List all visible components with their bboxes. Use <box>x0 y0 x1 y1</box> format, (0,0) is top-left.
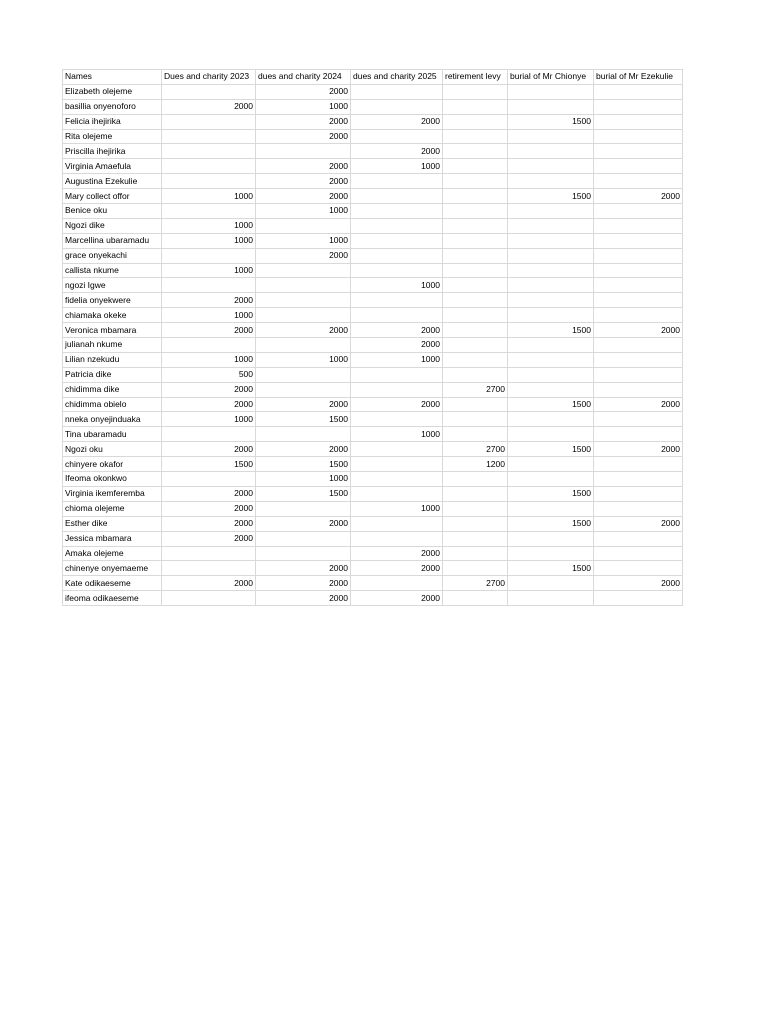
retirement-levy-cell <box>443 159 508 174</box>
burial-chionye-cell <box>508 129 594 144</box>
burial-chionye-cell: 1500 <box>508 486 594 501</box>
dues-2024-cell: 1000 <box>256 204 351 219</box>
dues-2025-cell <box>351 248 443 263</box>
burial-ezekulie-cell <box>594 486 683 501</box>
burial-chionye-cell: 1500 <box>508 516 594 531</box>
dues-2023-cell <box>162 546 256 561</box>
name-cell: Virginia ikemferemba <box>63 486 162 501</box>
dues-2023-cell: 2000 <box>162 501 256 516</box>
name-cell: callista nkume <box>63 263 162 278</box>
dues-2023-cell: 500 <box>162 367 256 382</box>
name-cell: Priscilla ihejirika <box>63 144 162 159</box>
table-row <box>63 591 683 606</box>
table-row <box>63 114 683 129</box>
dues-2023-cell <box>162 114 256 129</box>
dues-2024-cell: 2000 <box>256 561 351 576</box>
burial-chionye-cell <box>508 308 594 323</box>
table-row <box>63 323 683 338</box>
burial-ezekulie-cell <box>594 293 683 308</box>
burial-chionye-cell <box>508 99 594 114</box>
dues-2023-cell: 1000 <box>162 233 256 248</box>
name-cell: grace onyekachi <box>63 248 162 263</box>
name-cell: Felicia ihejirika <box>63 114 162 129</box>
dues-2024-cell: 1000 <box>256 99 351 114</box>
dues-2024-cell: 2000 <box>256 129 351 144</box>
burial-chionye-cell: 1500 <box>508 561 594 576</box>
dues-2023-cell: 1000 <box>162 308 256 323</box>
header-names: Names <box>63 70 162 85</box>
retirement-levy-cell <box>443 427 508 442</box>
retirement-levy-cell <box>443 189 508 204</box>
table-row <box>63 427 683 442</box>
dues-2024-cell <box>256 501 351 516</box>
burial-chionye-cell <box>508 174 594 189</box>
table-row <box>63 531 683 546</box>
table-row <box>63 159 683 174</box>
dues-2024-cell: 1000 <box>256 472 351 487</box>
burial-chionye-cell <box>508 263 594 278</box>
name-cell: Kate odikaeseme <box>63 576 162 591</box>
dues-2023-cell: 2000 <box>162 486 256 501</box>
dues-2025-cell <box>351 218 443 233</box>
dues-2024-cell: 2000 <box>256 174 351 189</box>
burial-chionye-cell <box>508 233 594 248</box>
table-row <box>63 189 683 204</box>
dues-2023-cell: 1000 <box>162 412 256 427</box>
burial-ezekulie-cell <box>594 352 683 367</box>
dues-2025-cell <box>351 442 443 457</box>
burial-ezekulie-cell: 2000 <box>594 442 683 457</box>
dues-2024-cell: 1500 <box>256 412 351 427</box>
burial-ezekulie-cell <box>594 338 683 353</box>
dues-2023-cell: 2000 <box>162 442 256 457</box>
dues-2023-cell: 1000 <box>162 189 256 204</box>
dues-2023-cell <box>162 561 256 576</box>
dues-2023-cell <box>162 472 256 487</box>
dues-2023-cell <box>162 204 256 219</box>
name-cell: Mary collect offor <box>63 189 162 204</box>
table-row <box>63 99 683 114</box>
retirement-levy-cell <box>443 99 508 114</box>
retirement-levy-cell <box>443 323 508 338</box>
burial-ezekulie-cell: 2000 <box>594 576 683 591</box>
burial-chionye-cell <box>508 218 594 233</box>
dues-2025-cell <box>351 412 443 427</box>
burial-chionye-cell <box>508 84 594 99</box>
retirement-levy-cell: 1200 <box>443 457 508 472</box>
dues-2025-cell: 2000 <box>351 546 443 561</box>
name-cell: Ngozi dike <box>63 218 162 233</box>
dues-2025-cell <box>351 233 443 248</box>
dues-2023-cell: 2000 <box>162 293 256 308</box>
dues-2023-cell: 2000 <box>162 531 256 546</box>
burial-chionye-cell <box>508 204 594 219</box>
dues-2024-cell: 2000 <box>256 189 351 204</box>
name-cell: Virginia Amaefula <box>63 159 162 174</box>
burial-chionye-cell: 1500 <box>508 442 594 457</box>
name-cell: basillia onyenoforo <box>63 99 162 114</box>
name-cell: ngozi Igwe <box>63 278 162 293</box>
table-row <box>63 293 683 308</box>
name-cell: Elizabeth olejeme <box>63 84 162 99</box>
burial-ezekulie-cell <box>594 174 683 189</box>
dues-2024-cell <box>256 144 351 159</box>
table-row <box>63 233 683 248</box>
retirement-levy-cell <box>443 293 508 308</box>
dues-2025-cell <box>351 457 443 472</box>
table-row <box>63 308 683 323</box>
dues-2025-cell <box>351 263 443 278</box>
burial-chionye-cell <box>508 278 594 293</box>
dues-2024-cell <box>256 278 351 293</box>
burial-chionye-cell <box>508 546 594 561</box>
table-row <box>63 218 683 233</box>
dues-2025-cell <box>351 472 443 487</box>
retirement-levy-cell <box>443 516 508 531</box>
name-cell: Ngozi oku <box>63 442 162 457</box>
table-row <box>63 561 683 576</box>
table-row <box>63 84 683 99</box>
dues-2025-cell <box>351 308 443 323</box>
name-cell: nneka onyejinduaka <box>63 412 162 427</box>
burial-ezekulie-cell: 2000 <box>594 189 683 204</box>
name-cell: ifeoma odikaeseme <box>63 591 162 606</box>
burial-chionye-cell <box>508 501 594 516</box>
table-row <box>63 486 683 501</box>
dues-2025-cell <box>351 531 443 546</box>
burial-chionye-cell <box>508 352 594 367</box>
table-row <box>63 472 683 487</box>
retirement-levy-cell <box>443 308 508 323</box>
dues-2025-cell: 2000 <box>351 114 443 129</box>
table-row <box>63 397 683 412</box>
dues-2025-cell <box>351 382 443 397</box>
table-row <box>63 204 683 219</box>
retirement-levy-cell <box>443 397 508 412</box>
retirement-levy-cell <box>443 204 508 219</box>
burial-ezekulie-cell <box>594 144 683 159</box>
dues-2024-cell: 1000 <box>256 352 351 367</box>
burial-ezekulie-cell <box>594 591 683 606</box>
dues-2023-cell <box>162 84 256 99</box>
burial-ezekulie-cell <box>594 457 683 472</box>
table-row <box>63 382 683 397</box>
burial-chionye-cell <box>508 338 594 353</box>
dues-2024-cell: 2000 <box>256 84 351 99</box>
burial-chionye-cell <box>508 144 594 159</box>
burial-ezekulie-cell: 2000 <box>594 397 683 412</box>
dues-2025-cell: 1000 <box>351 159 443 174</box>
header-burial-chionye: burial of Mr Chionye <box>508 70 594 85</box>
dues-2024-cell <box>256 546 351 561</box>
dues-2025-cell: 1000 <box>351 278 443 293</box>
burial-ezekulie-cell <box>594 84 683 99</box>
burial-chionye-cell <box>508 382 594 397</box>
burial-chionye-cell: 1500 <box>508 397 594 412</box>
table-row <box>63 338 683 353</box>
retirement-levy-cell <box>443 233 508 248</box>
dues-2024-cell: 2000 <box>256 516 351 531</box>
name-cell: chioma olejeme <box>63 501 162 516</box>
dues-2024-cell <box>256 308 351 323</box>
dues-2024-cell <box>256 338 351 353</box>
retirement-levy-cell <box>443 218 508 233</box>
burial-ezekulie-cell <box>594 263 683 278</box>
burial-ezekulie-cell: 2000 <box>594 323 683 338</box>
retirement-levy-cell <box>443 367 508 382</box>
dues-2024-cell <box>256 367 351 382</box>
dues-2024-cell: 1500 <box>256 457 351 472</box>
burial-ezekulie-cell <box>594 248 683 263</box>
burial-chionye-cell <box>508 457 594 472</box>
table-row <box>63 442 683 457</box>
dues-2025-cell: 1000 <box>351 501 443 516</box>
dues-2024-cell <box>256 263 351 278</box>
table-row <box>63 457 683 472</box>
header-dues-2023: Dues and charity 2023 <box>162 70 256 85</box>
dues-2025-cell <box>351 189 443 204</box>
dues-2024-cell <box>256 382 351 397</box>
dues-2023-cell <box>162 278 256 293</box>
burial-ezekulie-cell <box>594 427 683 442</box>
dues-2025-cell <box>351 174 443 189</box>
retirement-levy-cell: 2700 <box>443 442 508 457</box>
retirement-levy-cell <box>443 129 508 144</box>
burial-ezekulie-cell <box>594 531 683 546</box>
table-row <box>63 367 683 382</box>
retirement-levy-cell <box>443 546 508 561</box>
burial-ezekulie-cell <box>594 204 683 219</box>
dues-2025-cell: 2000 <box>351 338 443 353</box>
burial-ezekulie-cell <box>594 218 683 233</box>
burial-ezekulie-cell <box>594 412 683 427</box>
dues-2023-cell: 1000 <box>162 352 256 367</box>
dues-2024-cell: 2000 <box>256 576 351 591</box>
burial-chionye-cell <box>508 159 594 174</box>
dues-2025-cell: 1000 <box>351 352 443 367</box>
retirement-levy-cell <box>443 486 508 501</box>
burial-chionye-cell <box>508 472 594 487</box>
dues-2025-cell <box>351 204 443 219</box>
table-row <box>63 546 683 561</box>
dues-2025-cell: 2000 <box>351 397 443 412</box>
dues-2023-cell <box>162 338 256 353</box>
dues-2023-cell <box>162 248 256 263</box>
table-row <box>63 129 683 144</box>
dues-2024-cell <box>256 293 351 308</box>
name-cell: Veronica mbamara <box>63 323 162 338</box>
retirement-levy-cell <box>443 591 508 606</box>
dues-2024-cell: 2000 <box>256 159 351 174</box>
burial-ezekulie-cell <box>594 129 683 144</box>
dues-2024-cell: 2000 <box>256 323 351 338</box>
dues-2025-cell: 1000 <box>351 427 443 442</box>
dues-2024-cell: 1000 <box>256 233 351 248</box>
dues-2023-cell <box>162 174 256 189</box>
dues-2024-cell: 1500 <box>256 486 351 501</box>
name-cell: Amaka olejeme <box>63 546 162 561</box>
name-cell: chidimma obielo <box>63 397 162 412</box>
table-body <box>63 84 683 605</box>
retirement-levy-cell: 2700 <box>443 576 508 591</box>
header-dues-2025: dues and charity 2025 <box>351 70 443 85</box>
dues-2023-cell: 2000 <box>162 323 256 338</box>
table-row <box>63 144 683 159</box>
name-cell: Patricia dike <box>63 367 162 382</box>
header-dues-2024: dues and charity 2024 <box>256 70 351 85</box>
retirement-levy-cell <box>443 531 508 546</box>
dues-2023-cell <box>162 144 256 159</box>
burial-ezekulie-cell <box>594 367 683 382</box>
retirement-levy-cell <box>443 278 508 293</box>
table-row <box>63 412 683 427</box>
dues-2023-cell <box>162 591 256 606</box>
dues-2023-cell: 1000 <box>162 218 256 233</box>
dues-2023-cell: 2000 <box>162 516 256 531</box>
burial-chionye-cell: 1500 <box>508 189 594 204</box>
burial-ezekulie-cell <box>594 308 683 323</box>
retirement-levy-cell <box>443 114 508 129</box>
retirement-levy-cell <box>443 561 508 576</box>
burial-chionye-cell <box>508 367 594 382</box>
table-row <box>63 516 683 531</box>
name-cell: Marcellina ubaramadu <box>63 233 162 248</box>
burial-ezekulie-cell <box>594 278 683 293</box>
dues-2025-cell <box>351 84 443 99</box>
dues-2023-cell: 2000 <box>162 382 256 397</box>
name-cell: chinyere okafor <box>63 457 162 472</box>
retirement-levy-cell <box>443 174 508 189</box>
dues-2024-cell: 2000 <box>256 397 351 412</box>
spreadsheet <box>62 69 683 606</box>
burial-chionye-cell <box>508 576 594 591</box>
dues-2023-cell: 2000 <box>162 576 256 591</box>
retirement-levy-cell <box>443 263 508 278</box>
name-cell: Lilian nzekudu <box>63 352 162 367</box>
retirement-levy-cell <box>443 144 508 159</box>
burial-ezekulie-cell <box>594 501 683 516</box>
name-cell: Rita olejeme <box>63 129 162 144</box>
name-cell: chiamaka okeke <box>63 308 162 323</box>
table-row <box>63 501 683 516</box>
retirement-levy-cell <box>443 84 508 99</box>
header-row <box>63 70 683 85</box>
dues-2024-cell <box>256 427 351 442</box>
burial-chionye-cell <box>508 248 594 263</box>
table-row <box>63 263 683 278</box>
burial-chionye-cell <box>508 591 594 606</box>
burial-chionye-cell: 1500 <box>508 323 594 338</box>
burial-ezekulie-cell: 2000 <box>594 516 683 531</box>
dues-2024-cell: 2000 <box>256 591 351 606</box>
dues-2025-cell: 2000 <box>351 144 443 159</box>
table-row <box>63 174 683 189</box>
retirement-levy-cell <box>443 412 508 427</box>
table-row <box>63 278 683 293</box>
name-cell: julianah nkume <box>63 338 162 353</box>
dues-2023-cell <box>162 427 256 442</box>
name-cell: Tina ubaramadu <box>63 427 162 442</box>
burial-ezekulie-cell <box>594 382 683 397</box>
dues-table <box>62 69 683 606</box>
dues-2023-cell: 1000 <box>162 263 256 278</box>
burial-chionye-cell <box>508 427 594 442</box>
retirement-levy-cell <box>443 352 508 367</box>
retirement-levy-cell <box>443 472 508 487</box>
table-row <box>63 352 683 367</box>
dues-2025-cell <box>351 576 443 591</box>
name-cell: chinenye onyemaeme <box>63 561 162 576</box>
dues-2025-cell <box>351 486 443 501</box>
header-burial-ezekulie: burial of Mr Ezekulie <box>594 70 683 85</box>
dues-2025-cell: 2000 <box>351 323 443 338</box>
burial-ezekulie-cell <box>594 561 683 576</box>
burial-ezekulie-cell <box>594 114 683 129</box>
name-cell: fidelia onyekwere <box>63 293 162 308</box>
dues-2025-cell <box>351 516 443 531</box>
name-cell: Benice oku <box>63 204 162 219</box>
name-cell: Augustina Ezekulie <box>63 174 162 189</box>
dues-2023-cell <box>162 129 256 144</box>
retirement-levy-cell: 2700 <box>443 382 508 397</box>
dues-2024-cell <box>256 218 351 233</box>
dues-2023-cell: 1500 <box>162 457 256 472</box>
dues-2025-cell <box>351 129 443 144</box>
burial-chionye-cell <box>508 412 594 427</box>
dues-2024-cell: 2000 <box>256 442 351 457</box>
dues-2024-cell: 2000 <box>256 248 351 263</box>
dues-2023-cell: 2000 <box>162 397 256 412</box>
name-cell: chidimma dike <box>63 382 162 397</box>
burial-chionye-cell: 1500 <box>508 114 594 129</box>
name-cell: Jessica mbamara <box>63 531 162 546</box>
dues-2024-cell: 2000 <box>256 114 351 129</box>
retirement-levy-cell <box>443 501 508 516</box>
dues-2025-cell: 2000 <box>351 561 443 576</box>
dues-2023-cell <box>162 159 256 174</box>
table-row <box>63 248 683 263</box>
burial-ezekulie-cell <box>594 99 683 114</box>
table-row <box>63 576 683 591</box>
retirement-levy-cell <box>443 338 508 353</box>
burial-chionye-cell <box>508 293 594 308</box>
dues-2023-cell: 2000 <box>162 99 256 114</box>
burial-ezekulie-cell <box>594 472 683 487</box>
dues-2025-cell: 2000 <box>351 591 443 606</box>
burial-chionye-cell <box>508 531 594 546</box>
dues-2024-cell <box>256 531 351 546</box>
burial-ezekulie-cell <box>594 546 683 561</box>
header-retirement-levy: retirement levy <box>443 70 508 85</box>
name-cell: Esther dike <box>63 516 162 531</box>
dues-2025-cell <box>351 293 443 308</box>
dues-2025-cell <box>351 99 443 114</box>
name-cell: Ifeoma okonkwo <box>63 472 162 487</box>
burial-ezekulie-cell <box>594 159 683 174</box>
retirement-levy-cell <box>443 248 508 263</box>
burial-ezekulie-cell <box>594 233 683 248</box>
dues-2025-cell <box>351 367 443 382</box>
